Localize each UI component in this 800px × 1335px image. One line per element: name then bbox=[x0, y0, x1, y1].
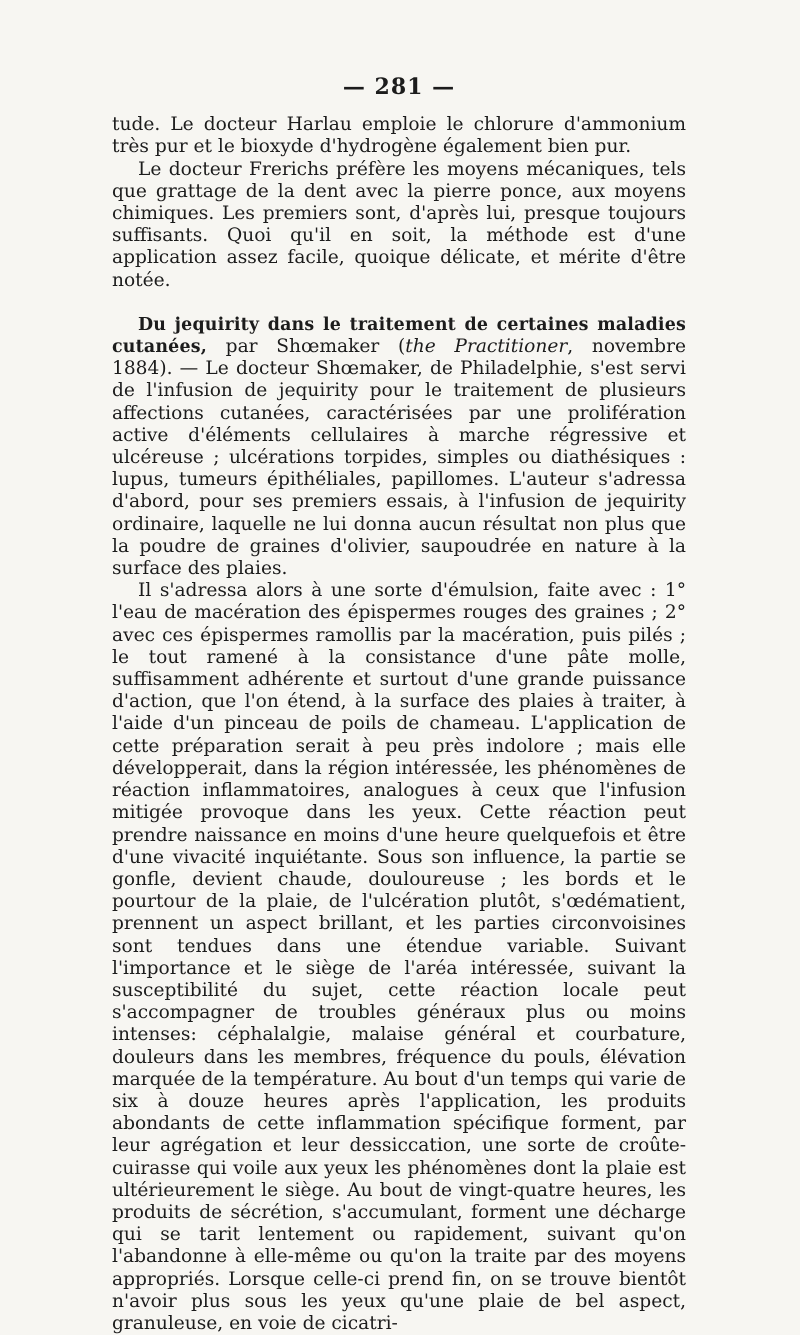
section-title: Du jequirity dans le traitement de certaines maladies cutanées, bbox=[112, 314, 686, 358]
paragraph-2: Le docteur Frerichs préfère les moyens mécaniques, tels que grattage de la dent avec la pierre ponce, aux moyens chimiques. Les premiers sont, d'après lui, presque toujours suffisants. Quoi qu'il en soit, la méthode est d'une application assez facile, quoique délicate, et mérite d'être notée. bbox=[112, 158, 686, 291]
section-source-date: , novembre 1884). — bbox=[112, 336, 686, 380]
section-author: par Shœmaker ( bbox=[206, 336, 406, 358]
section-text: Le docteur Shœmaker, de Philadelphie, s'est servi de l'infusion de jequirity pour le traitement de plusieurs affections cutanées, caractérisées par une prolifération active d'éléments cellulaires à marche régressive et ulcéreuse ; ulcérations torpides, simples ou diathésiques : lupus, tumeurs épithéliales, papillomes. L'auteur s'adressa d'abord, pour ses premiers essais, à l'infusion de jequirity ordinaire, laquelle ne lui donna aucun résultat non plus que la poudre de graines d'olivier, saupoudrée en nature à la surface des plaies. bbox=[112, 358, 686, 580]
section-gap bbox=[112, 292, 686, 314]
book-page bbox=[112, 76, 686, 1335]
section-paragraph-2: Il s'adressa alors à une sorte d'émulsion, faite avec : 1° l'eau de macération des épispermes rouges des graines ; 2° avec ces épispermes ramollis par la macération, puis pilés ; le tout ramené à la consistance d'une pâte molle, suffisamment adhérente et surtout d'une grande puissance d'action, que l'on étend, à la surface des plaies à traiter, à l'aide d'un pinceau de poils de chameau. L'application de cette préparation serait à peu près indolore ; mais elle développerait, dans la région intéressée, les phénomènes de réaction inflammatoires, analogues à ceux que l'infusion mitigée provoque dans les yeux. Cette réaction peut prendre naissance en moins d'une heure quelquefois et être d'une vivacité inquiétante. Sous son influence, la partie se gonfle, devient chaude, douloureuse ; les bords et le pourtour de la plaie, de l'ulcération plutôt, s'œdématient, prennent un aspect brillant, et les parties circonvoisines sont tendues dans une étendue variable. Suivant l'importance et le siège de l'aréa intéressée, suivant la susceptibilité du sujet, cette réaction locale peut s'accompagner de troubles généraux plus ou moins intenses: céphalalgie, malaise général et courbature, douleurs dans les membres, fréquence du pouls, élévation marquée de la température. Au bout d'un temps qui varie de six à douze heures après l'application, les produits abondants de cette inflammation spécifique forment, par leur agrégation et leur dessiccation, une sorte de croûte-cuirasse qui voile aux yeux les phénomènes dont la plaie est ultérieurement le siège. Au bout de vingt-quatre heures, les produits de sécrétion, s'accumulant, forment une décharge qui se tarit lentement ou rapidement, suivant qu'on l'abandonne à elle-même ou qu'on la traite par des moyens appropriés. Lorsque celle-ci prend fin, on se trouve bientôt n'avoir plus sous les yeux qu'une plaie de bel aspect, granuleuse, en voie de cicatri- bbox=[112, 580, 686, 1334]
paragraph-1: tude. Le docteur Harlau emploie le chlorure d'ammonium très pur et le bioxyde d'hydrogène également bien pur. bbox=[112, 114, 686, 158]
section-source: the Practitioner bbox=[405, 336, 568, 358]
page-number: — 281 — bbox=[342, 74, 456, 100]
section-paragraph-1 bbox=[112, 314, 686, 580]
